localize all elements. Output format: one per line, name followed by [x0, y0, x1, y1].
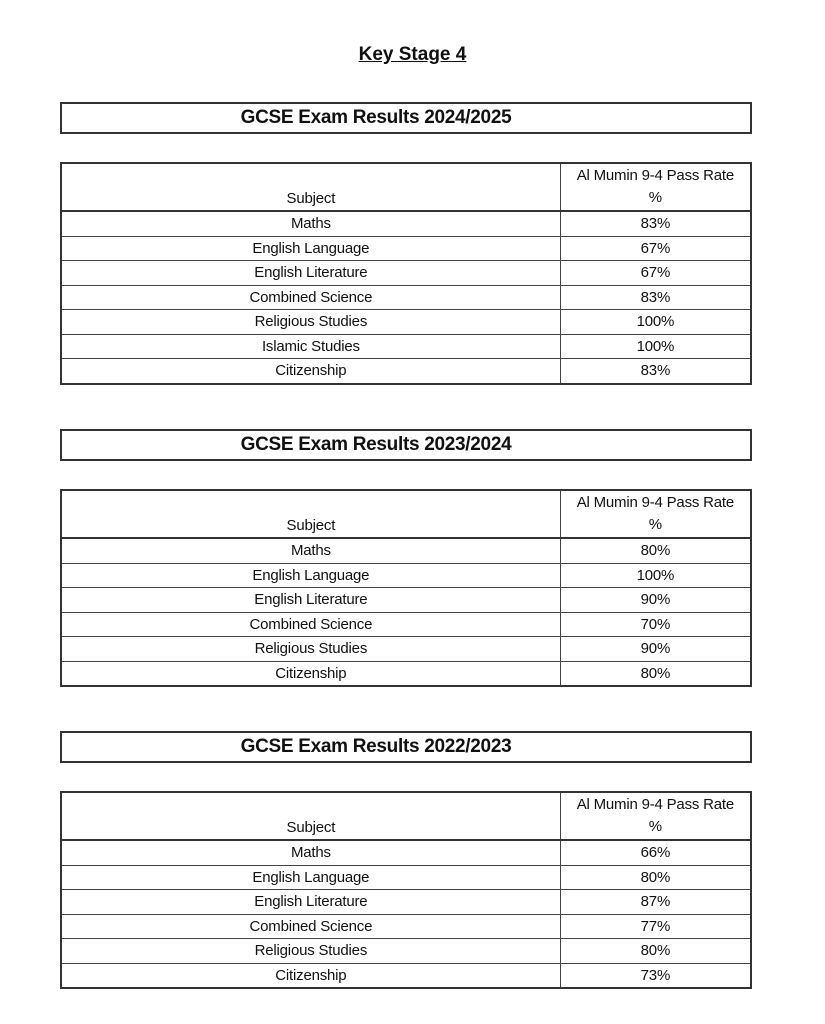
table-row — [61, 538, 751, 563]
table-row — [61, 612, 751, 637]
pass-rate-cell: 77% — [560, 914, 751, 939]
table-row — [61, 963, 751, 988]
section-title: GCSE Exam Results 2023/2024 — [240, 434, 512, 455]
pass-rate-cell: 67% — [560, 261, 751, 286]
pass-rate-cell: 66% — [560, 840, 751, 865]
header-row — [61, 792, 751, 840]
results-section-2024-2025 — [60, 102, 752, 380]
subject-cell: English Language — [61, 865, 560, 890]
table-row — [61, 261, 751, 286]
pass-rate-cell: 83% — [560, 285, 751, 310]
page-title: Key Stage 4 — [358, 44, 467, 65]
results-section-2023-2024 — [60, 429, 752, 682]
column-header-pass-rate — [560, 163, 751, 211]
table-row — [61, 334, 751, 359]
subject-cell: English Literature — [61, 261, 560, 286]
table-row — [61, 661, 751, 686]
pass-rate-cell: 70% — [560, 612, 751, 637]
subject-cell: Religious Studies — [61, 310, 560, 335]
subject-cell: Maths — [61, 840, 560, 865]
pass-rate-cell: 100% — [560, 310, 751, 335]
column-header-pass-rate-line1: Al Mumin 9-4 Pass Rate — [576, 796, 735, 813]
table-row — [61, 285, 751, 310]
pass-rate-cell: 80% — [560, 661, 751, 686]
subject-cell: Maths — [61, 538, 560, 563]
column-header-subject: Subject — [61, 792, 560, 840]
column-header-pass-rate-line2: % — [648, 516, 662, 533]
pass-rate-cell: 90% — [560, 588, 751, 613]
subject-cell: Religious Studies — [61, 637, 560, 662]
table-row — [61, 211, 751, 236]
header-row — [61, 490, 751, 538]
column-header-pass-rate-line2: % — [648, 189, 662, 206]
table-row — [61, 310, 751, 335]
section-banner — [60, 102, 752, 134]
pass-rate-cell: 90% — [560, 637, 751, 662]
column-header-pass-rate-line1: Al Mumin 9-4 Pass Rate — [576, 167, 735, 184]
results-table — [60, 162, 752, 385]
subject-cell: Religious Studies — [61, 939, 560, 964]
header-row — [61, 163, 751, 211]
table-row — [61, 890, 751, 915]
pass-rate-cell: 100% — [560, 563, 751, 588]
subject-cell: Maths — [61, 211, 560, 236]
subject-cell: Combined Science — [61, 914, 560, 939]
results-table — [60, 489, 752, 687]
subject-cell: Citizenship — [61, 963, 560, 988]
table-row — [61, 359, 751, 384]
pass-rate-cell: 67% — [560, 236, 751, 261]
pass-rate-cell: 80% — [560, 538, 751, 563]
subject-cell: Islamic Studies — [61, 334, 560, 359]
column-header-pass-rate — [560, 490, 751, 538]
pass-rate-cell: 80% — [560, 865, 751, 890]
results-section-2022-2023 — [60, 731, 752, 984]
subject-cell: Citizenship — [61, 359, 560, 384]
pass-rate-cell: 83% — [560, 359, 751, 384]
results-table — [60, 791, 752, 989]
pass-rate-cell: 100% — [560, 334, 751, 359]
table-row — [61, 914, 751, 939]
subject-cell: English Language — [61, 236, 560, 261]
table-row — [61, 637, 751, 662]
section-banner — [60, 731, 752, 763]
column-header-pass-rate — [560, 792, 751, 840]
table-row — [61, 236, 751, 261]
pass-rate-cell: 73% — [560, 963, 751, 988]
subject-cell: Combined Science — [61, 285, 560, 310]
section-title: GCSE Exam Results 2024/2025 — [240, 107, 512, 128]
subject-cell: English Literature — [61, 588, 560, 613]
subject-cell: English Language — [61, 563, 560, 588]
pass-rate-cell: 83% — [560, 211, 751, 236]
column-header-pass-rate-line2: % — [648, 818, 662, 835]
table-row — [61, 588, 751, 613]
subject-cell: English Literature — [61, 890, 560, 915]
section-title: GCSE Exam Results 2022/2023 — [240, 736, 512, 757]
table-row — [61, 939, 751, 964]
subject-cell: Citizenship — [61, 661, 560, 686]
column-header-subject: Subject — [61, 163, 560, 211]
table-row — [61, 563, 751, 588]
column-header-subject: Subject — [61, 490, 560, 538]
pass-rate-cell: 87% — [560, 890, 751, 915]
column-header-pass-rate-line1: Al Mumin 9-4 Pass Rate — [576, 494, 735, 511]
section-banner — [60, 429, 752, 461]
table-row — [61, 865, 751, 890]
table-row — [61, 840, 751, 865]
subject-cell: Combined Science — [61, 612, 560, 637]
pass-rate-cell: 80% — [560, 939, 751, 964]
